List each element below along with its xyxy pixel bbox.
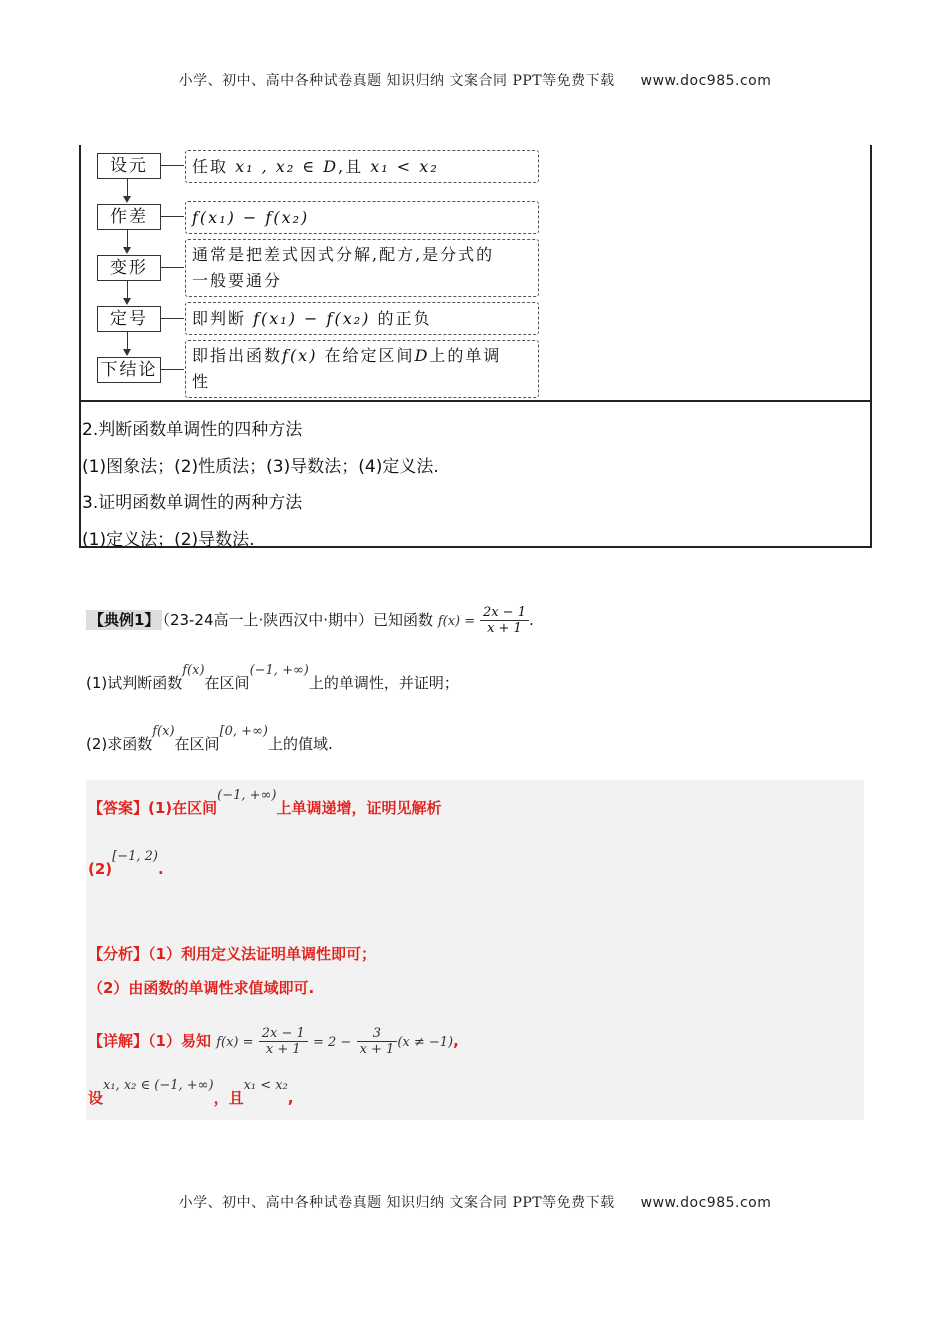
box3-line1: 通常是把差式因式分解,配方,是分式的 [192,245,495,264]
detail-tag: 【详解】 [88,1032,149,1050]
row-tick [870,414,872,436]
answer-tag: 【答案】 [88,799,149,817]
q2-fx: f(x) [152,724,175,739]
row-tick [79,524,81,546]
arrow-down-icon [127,332,128,354]
flow-box-4 [185,302,539,335]
detail-condition: (x ≠ −1) [397,1035,454,1050]
section2-content: (1)图象法；(2)性质法；(3)导数法；(4)定义法. [82,457,439,477]
q1-interval: (−1, +∞) [249,663,309,678]
analysis-2: （2）由函数的单调性求值域即可. [88,979,315,997]
detail-1-text: （1）易知 [148,1032,211,1050]
answer-2 [88,849,164,878]
analysis-1 [88,943,376,964]
box3-line2: 一般要通分 [192,271,283,290]
footer-text: 小学、初中、高中各种试卷真题 知识归纳 文案合同 PPT等免费下载 [178,1195,615,1211]
answer-1-rest: 上单调递增，证明见解析 [276,799,442,817]
question-1 [86,663,459,693]
question-2 [86,724,333,754]
answer-1 [88,788,442,818]
fraction-denominator: x + 1 [359,1042,395,1057]
detail-fraction-2 [357,1026,398,1057]
fraction-numerator: 2x − 1 [480,605,529,621]
detail-fraction-1 [259,1026,308,1057]
header-url[interactable]: www.doc985.com [640,73,772,89]
box1-ineq: x₁ < x₂ [370,157,439,176]
row-tick [79,414,81,436]
q2-text-b: 在区间 [174,735,220,753]
example-period: . [528,611,534,629]
box4-expr: f(x₁) − f(x₂) [253,309,371,328]
fraction-denominator: x + 1 [265,1042,301,1057]
detail-lhs: f(x) = [216,1035,254,1050]
connector-line [160,165,184,166]
arrow-down-icon [127,179,128,201]
answer-1-interval: (−1, +∞) [217,788,277,803]
answer-2-label: (2) [88,860,113,878]
page-footer [0,1192,950,1212]
set-text-c: , [287,1089,294,1107]
q1-fx: f(x) [182,663,205,678]
step-transform: 变形 [97,255,161,281]
set-vars: x₁, x₂ ∈ (−1, +∞) [103,1078,214,1093]
example-func-lhs: f(x) = [437,614,476,629]
detail-1 [88,1026,459,1057]
detail-2 [88,1078,294,1108]
row-tick [870,451,872,473]
box1-vars: x₁ , x₂ ∈ D [235,157,339,176]
header-text: 小学、初中、高中各种试卷真题 知识归纳 文案合同 PPT等免费下载 [178,73,615,89]
page-header [0,70,950,90]
step-sign: 定号 [97,306,161,332]
section2-title: 2.判断函数单调性的四种方法 [82,420,303,440]
q2-interval: [0, +∞) [219,724,268,739]
section3-title: 3.证明函数单调性的两种方法 [82,493,303,513]
flow-box-5 [185,340,539,398]
example-func-fraction [480,605,529,636]
box5-d: D [414,346,430,365]
section3-content: (1)定义法；(2)导数法. [82,530,255,550]
q2-text-a: (2)求函数 [86,735,153,753]
answer-1-text: (1)在区间 [148,799,218,817]
row-tick [79,451,81,473]
frame-divider-1 [79,400,872,402]
detail-comma: , [453,1032,459,1050]
row-tick [79,487,81,509]
box5-line2: 性 [192,372,211,391]
flow-box-3 [185,239,539,297]
box2-expr: f(x₁) − f(x₂) [192,208,310,227]
analysis-1-text: （1）利用定义法证明单调性即可； [148,945,376,963]
q1-text-b: 在区间 [204,674,250,692]
box4-suffix: 的正负 [377,309,432,328]
connector-line [160,267,184,268]
q1-text-c: 上的单调性，并证明； [308,674,459,692]
box5-mid: 在给定区间 [324,346,415,365]
row-tick [870,524,872,546]
box1-prefix: 任取 [192,157,229,176]
connector-line [160,318,184,319]
step-conclusion: 下结论 [97,357,161,383]
detail-eq: = 2 − [313,1035,352,1050]
set-text-b: ，且 [213,1089,244,1107]
answer-2-interval: [−1, 2) [112,849,158,864]
answer-2-end: . [158,860,164,878]
set-ineq: x₁ < x₂ [243,1078,288,1093]
set-text-a: 设 [88,1089,104,1107]
footer-url[interactable]: www.doc985.com [640,1195,772,1211]
example-source: （23-24高一上·陕西汉中·期中）已知函数 [162,611,434,629]
step-set-element: 设元 [97,153,161,179]
example-header [86,605,534,636]
arrow-down-icon [127,281,128,303]
box5-prefix: 即指出函数 [192,346,283,365]
row-tick [870,487,872,509]
connector-line [160,369,184,370]
arrow-down-icon [127,230,128,252]
flow-box-1 [185,150,539,183]
connector-line [160,216,184,217]
step-difference: 作差 [97,204,161,230]
flow-box-2 [185,201,539,234]
q2-text-c: 上的值域. [267,735,333,753]
box5-fx: f(x) [282,346,318,365]
fraction-numerator: 3 [357,1026,398,1042]
box4-prefix: 即判断 [192,309,247,328]
fraction-denominator: x + 1 [487,621,522,636]
box1-mid: ,且 [338,157,364,176]
fraction-numerator: 2x − 1 [259,1026,308,1042]
analysis-tag: 【分析】 [88,945,149,963]
example-tag: 【典例1】 [86,610,162,630]
box5-suffix: 上的单调 [429,346,502,365]
q1-text-a: (1)试判断函数 [86,674,183,692]
